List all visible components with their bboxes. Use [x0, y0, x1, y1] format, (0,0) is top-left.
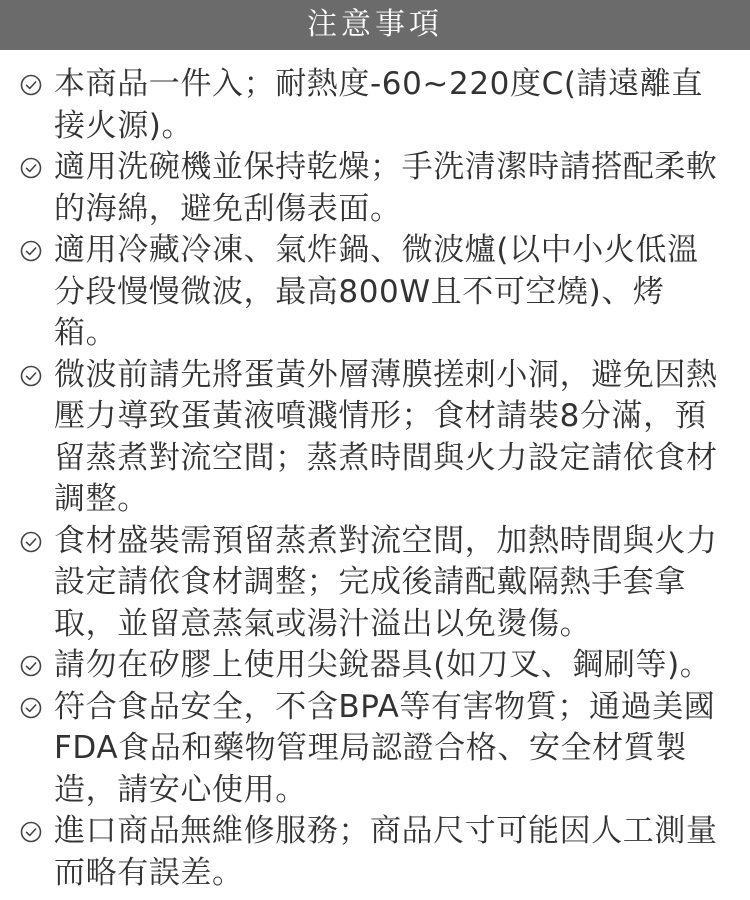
notice-item — [0, 64, 750, 147]
notice-item — [0, 230, 750, 355]
notice-item — [0, 811, 750, 894]
notice-item — [0, 521, 750, 646]
check-circle-icon — [20, 365, 42, 387]
header-bar — [0, 0, 750, 50]
notice-item — [0, 645, 750, 687]
notice-text: 適用冷藏冷凍、氣炸鍋、微波爐(以中小火低溫分段慢慢微波，最高800W且不可空燒)、烤箱。 — [54, 232, 699, 351]
notice-text: 請勿在矽膠上使用尖銳器具(如刀叉、鋼刷等)。 — [54, 647, 712, 683]
notice-text: 本商品一件入；耐熱度-60~220度C(請遠離直接火源)。 — [54, 66, 703, 144]
check-circle-icon — [20, 157, 42, 179]
check-circle-icon — [20, 697, 42, 719]
check-circle-icon — [20, 74, 42, 96]
notice-text: 符合食品安全，不含BPA等有害物質；通過美國 FDA食品和藥物管理局認證合格、安全材質製造，請安心使用。 — [54, 688, 716, 808]
notice-item — [0, 687, 750, 812]
notice-text: 食材盛裝需預留蒸煮對流空間，加熱時間與火力設定請依食材調整；完成後請配戴隔熱手套拿取，並留意蒸氣或湯汁溢出以免燙傷。 — [54, 522, 718, 642]
check-circle-icon — [20, 655, 42, 677]
check-circle-icon — [20, 240, 42, 262]
notice-item — [0, 147, 750, 230]
check-circle-icon — [20, 821, 42, 843]
notice-list — [0, 64, 750, 894]
check-circle-icon — [20, 531, 42, 553]
page-title: 注意事項 — [307, 7, 443, 42]
notice-text: 適用洗碗機並保持乾燥；手洗清潔時請搭配柔軟的海綿，避免刮傷表面。 — [54, 149, 718, 227]
notice-text: 微波前請先將蛋黃外層薄膜搓刺小洞，避免因熱壓力導致蛋黃液噴濺情形；食材請裝8分滿，預留蒸煮對流空間；蒸煮時間與火力設定請依食材調整。 — [54, 356, 718, 517]
notice-text: 進口商品無維修服務；商品尺寸可能因人工測量而略有誤差。 — [54, 813, 718, 891]
notice-item — [0, 355, 750, 521]
